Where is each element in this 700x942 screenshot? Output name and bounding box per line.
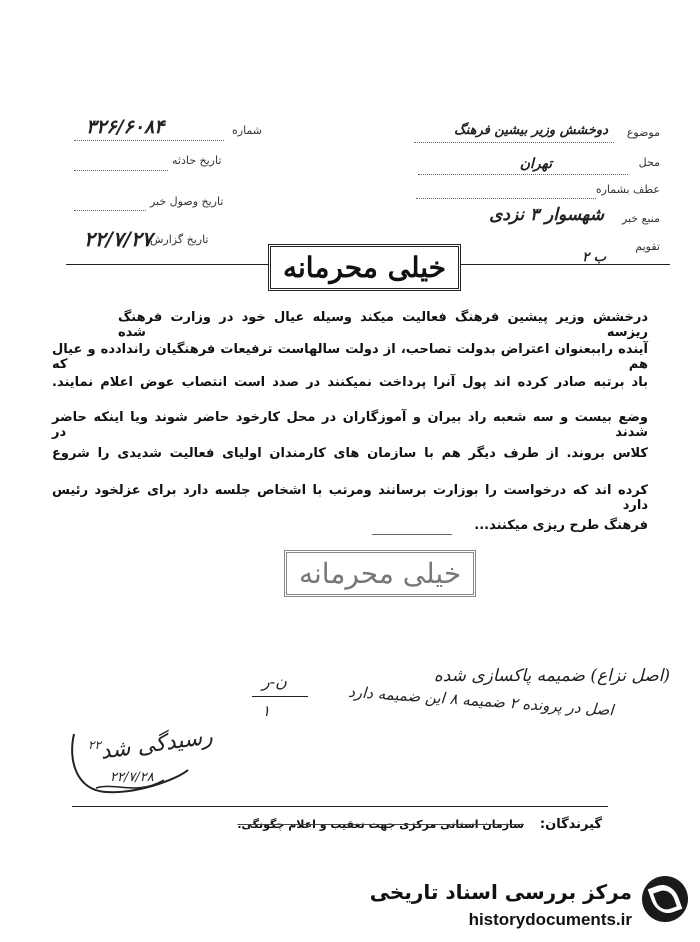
body-line-4: وضع بیست و سه شعبه راد بیران و آموزگاران در محل کارخود حاضر شوند ویا اینکه حاضر شدند در [52,410,648,440]
number-label: شماره [232,124,263,137]
footer-archive-url[interactable]: historydocuments.ir [468,910,632,929]
signature-flourish [66,730,196,800]
handwritten-initials: ۲۲/۷/۲۸ [110,770,154,785]
handwritten-note-2: اصل در پرونده ۲ ضمیمه ۸ این ضمیمه دارد [347,682,615,720]
handwritten-signature: رسیدگی شد [98,724,215,765]
event-date-label: تاریخ حادثه [172,154,222,167]
subject-label: موضوع [626,126,660,139]
body-line-6: کرده اند که درخواست را بوزارت برسانند ومرتب با اشخاص جلسه دارد برای عزلخود رئیس دارد [52,483,648,513]
classification-stamp-top: خیلی محرمانه [268,244,461,291]
body-line-7: فرهنگ طرح ریزی میکنند... [474,518,648,533]
location-dotline [418,174,628,175]
number-value: ۳۲۶/۶۰۸۴ [86,116,165,138]
body-underline [372,534,452,535]
archive-logo-icon [642,876,688,922]
rating-label: تقویم [635,240,660,253]
reference-label: عطف بشماره [595,183,660,196]
source-value: شهسوار ۳ نزدی [489,205,604,225]
recipients-value: سازمان استانی مرکزی جهت تعقیب و اعلام چگونگی. [237,818,524,831]
handwritten-fraction-bottom: ۱ [262,702,271,720]
body-line-2: آینده راببعنوان اعتراض بدولت تصاحب، از دولت سالهاست ترفیعات فرهنگیان راندادده و عیال هم که [52,342,648,372]
body-line-1: درخشش وزیر پیشین فرهنگ فعالیت میکند وسیله عیال خود در وزارت فرهنگ ریزسه شده [118,310,648,340]
handwritten-fraction-bar [252,696,308,697]
classification-stamp-bottom: خیلی محرمانه [284,550,476,597]
report-date-value: ۲۲/۷/۲۷ [84,227,153,251]
handwritten-note-1: (اصل نزاع) ضمیمه پاکسازی شده [433,666,670,686]
receipt-date-dotline [74,210,146,211]
source-label: منبع خبر [621,212,660,225]
reference-dotline [416,198,596,199]
footer-archive-title: مرکز بررسی اسناد تاریخی [369,880,632,904]
body-line-3: باد برتبه صادر کرده اند پول آنرا پرداخت نمیکنند در صدد است انتصاب عوض اعلام نمایند. [52,375,648,390]
receipt-date-label: تاریخ وصول خبر [150,195,224,208]
subject-value: دوخشش وزیر بیشین فرهنگ [454,123,608,138]
recipients-label: گیرندگان: [539,817,602,832]
location-value: تهران [519,156,552,172]
location-label: محل [638,156,660,169]
recipients-divider [72,806,608,807]
rating-value: ب ۲ [582,250,606,265]
subject-dotline [414,142,614,143]
body-line-5: کلاس بروند. از طرف دیگر هم با سازمان های کارمندان اولیای فعالیت شدیدی را شروع [52,446,648,461]
handwritten-fraction-top: ن-ر [262,672,287,691]
event-date-dotline [74,170,168,171]
handwritten-signature-sub: ۲۲ [88,738,101,752]
number-dotline [74,140,224,141]
report-date-label: تاریخ گزارش [150,233,209,246]
